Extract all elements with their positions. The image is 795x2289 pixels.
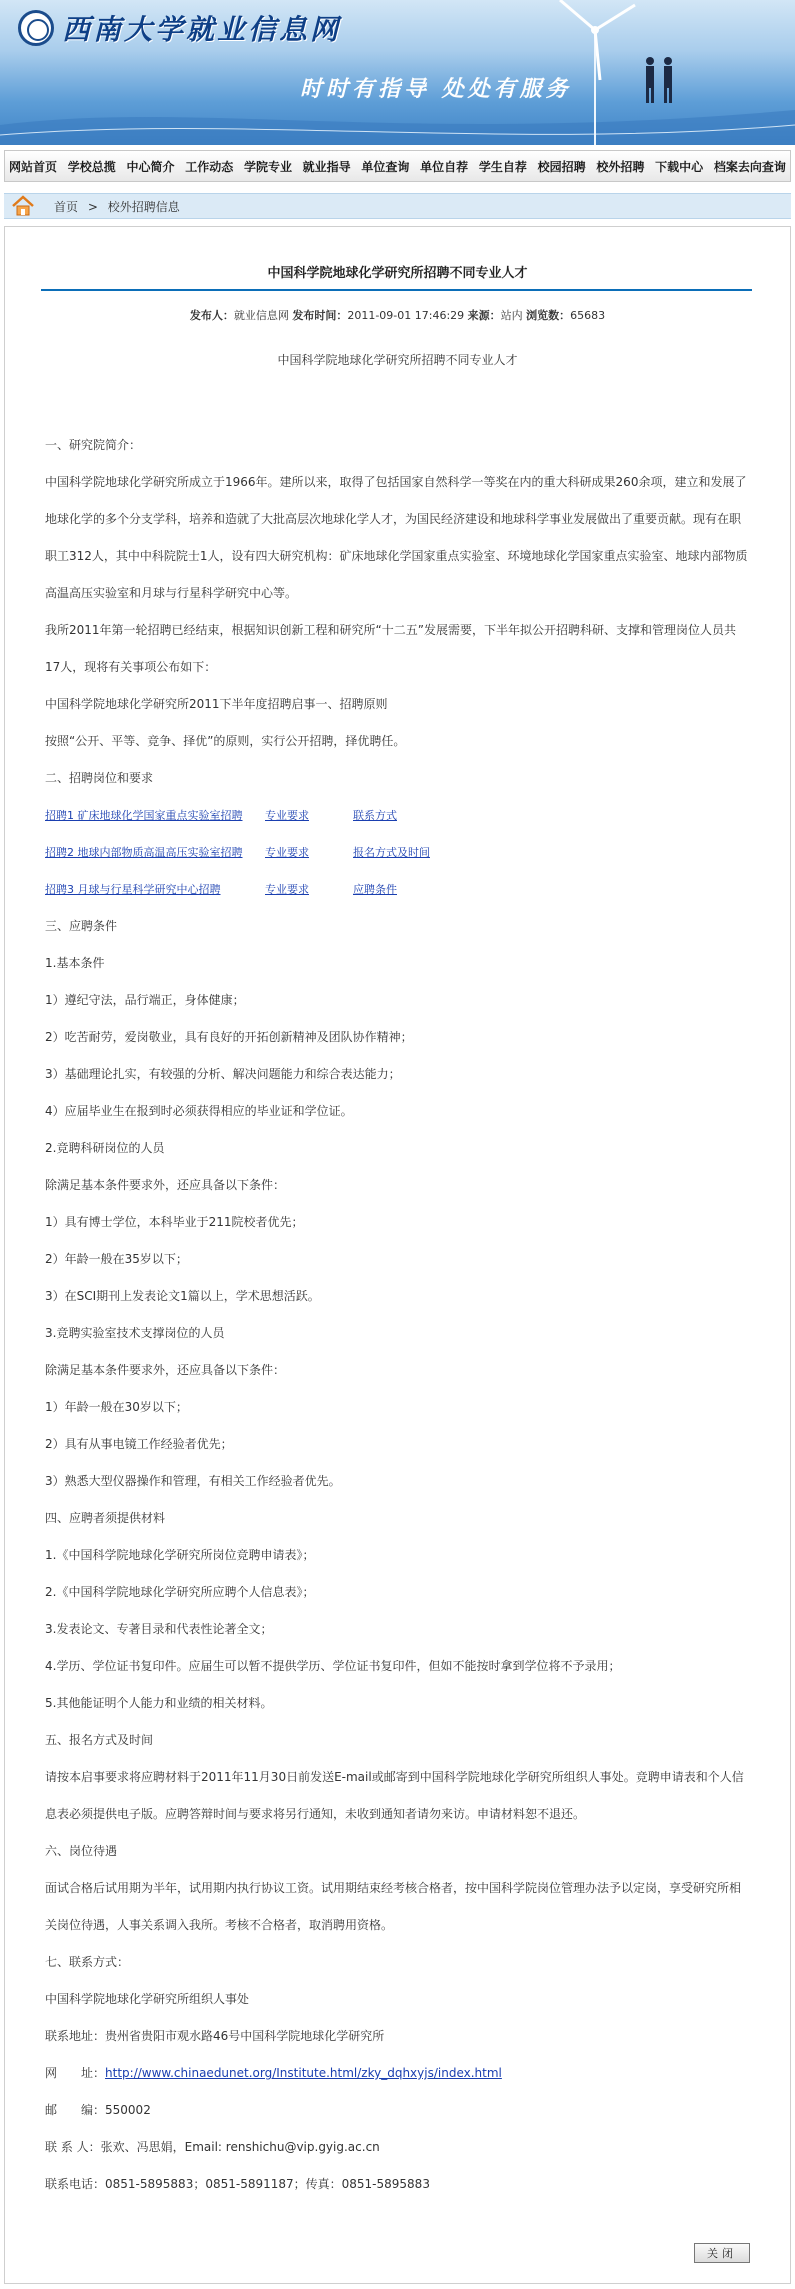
- subsection-heading: 3.竞聘实验室技术支撑岗位的人员: [45, 1326, 225, 1340]
- job-requirements-link[interactable]: 专业要求: [265, 846, 309, 859]
- article-container: [4, 226, 791, 2284]
- contact-label: 联 系 人：: [45, 2140, 101, 2154]
- job-extra-link[interactable]: 联系方式: [353, 809, 397, 822]
- article-meta: [5, 307, 790, 323]
- meta-source: 站内: [500, 309, 523, 322]
- nav-item-school-overview[interactable]: 学校总揽: [67, 159, 116, 174]
- phone-value: 0851-5895883；0851-5891187；传真：0851-5895883: [105, 2177, 430, 2191]
- job-requirements-link[interactable]: 专业要求: [265, 809, 309, 822]
- paragraph: 按照“公开、平等、竞争、择优”的原则，实行公开招聘，择优聘任。: [45, 734, 406, 748]
- website-label: 网 址：: [45, 2066, 106, 2080]
- section-heading: 三、应聘条件: [45, 919, 118, 933]
- list-item: 3）在SCI期刊上发表论文1篇以上，学术思想活跃。: [45, 1289, 320, 1303]
- nav-item-work-news[interactable]: 工作动态: [185, 159, 234, 174]
- meta-views: 65683: [570, 309, 606, 322]
- list-item: 1）遵纪守法，品行端正，身体健康；: [45, 993, 245, 1007]
- section-heading: 四、应聘者须提供材料: [45, 1511, 166, 1525]
- site-title[interactable]: 西南大学就业信息网: [62, 13, 342, 46]
- meta-source-label: 来源：: [467, 309, 501, 322]
- contact-phone: [45, 2166, 750, 2203]
- nav-item-downloads[interactable]: 下载中心: [655, 159, 704, 174]
- contact-website: [45, 2055, 750, 2092]
- list-item: 2）具有从事电镜工作经验者优先；: [45, 1437, 233, 1451]
- paragraph: 中国科学院地球化学研究所成立于1966年。建所以来，取得了包括国家自然科学一等奖在内的重大科研成果260余项，建立和发展了地球化学的多个分支学科，培养和造就了大批高层次地球化学人才，为国民经济建设和地球科学事业发展做出了重要贡献。现有在职职工312人，其中中科院院士1人，设有四大研究机构：矿床地球化学国家重点实验室、环境地球化学国家重点实验室、地球内部物质高温高压实验室和月球与行星科学研究中心等。: [45, 475, 748, 600]
- list-item: 2）年龄一般在35岁以下；: [45, 1252, 188, 1266]
- paragraph: 除满足基本条件要求外，还应具备以下条件：: [45, 1178, 286, 1192]
- site-slogan: 时时有指导 处处有服务: [300, 76, 572, 102]
- phone-label: 联系电话：: [45, 2177, 106, 2191]
- contact-org: 中国科学院地球化学研究所组织人事处: [45, 1992, 250, 2006]
- nav-item-center-intro[interactable]: 中心简介: [126, 159, 175, 174]
- section-heading: 二、招聘岗位和要求: [45, 771, 154, 785]
- list-item: 1）具有博士学位，本科毕业于211院校者优先；: [45, 1215, 304, 1229]
- subsection-heading: 2.竞聘科研岗位的人员: [45, 1141, 165, 1155]
- subsection-heading: 1.基本条件: [45, 956, 105, 970]
- nav-item-college-majors[interactable]: 学院专业: [243, 159, 292, 174]
- zip-label: 邮 编：: [45, 2103, 106, 2117]
- paragraph: 请按本启事要求将应聘材料于2011年11月30日前发送E-mail或邮寄到中国科学院地球化学研究所组织人事处。竞聘申请表和个人信息表必须提供电子版。应聘答辩时间与要求将另行通知，未收到通知者请勿来访。申请材料恕不退还。: [45, 1770, 744, 1821]
- list-item: 2）吃苦耐劳，爱岗敬业，具有良好的开拓创新精神及团队协作精神；: [45, 1030, 413, 1044]
- list-item: 5.其他能证明个人能力和业绩的相关材料。: [45, 1696, 273, 1710]
- job-requirements-link[interactable]: 专业要求: [265, 883, 309, 896]
- paragraph: 中国科学院地球化学研究所2011下半年度招聘启事一、招聘原则: [45, 697, 388, 711]
- breadcrumb-separator: >: [87, 199, 98, 214]
- list-item: 1）年龄一般在30岁以下；: [45, 1400, 188, 1414]
- job-link-row: [45, 834, 750, 871]
- contact-person: [45, 2129, 750, 2166]
- list-item: 4）应届毕业生在报到时必须获得相应的毕业证和学位证。: [45, 1104, 353, 1118]
- section-heading: 六、岗位待遇: [45, 1844, 118, 1858]
- nav-item-offcampus-recruit[interactable]: 校外招聘: [596, 159, 645, 174]
- section-heading: 五、报名方式及时间: [45, 1733, 154, 1747]
- business-people-icon: [640, 55, 680, 105]
- home-icon[interactable]: [10, 195, 36, 217]
- job-link-row: [45, 871, 750, 908]
- meta-views-label: 浏览数：: [526, 309, 571, 322]
- nav-item-home[interactable]: 网站首页: [9, 159, 58, 174]
- contact-value: 张欢、冯思娟，Email: renshichu@vip.gyig.ac.cn: [100, 2140, 380, 2154]
- paragraph: 面试合格后试用期为半年，试用期内执行协议工资。试用期结束经考核合格者，按中国科学院岗位管理办法予以定岗，享受研究所相关岗位待遇，人事关系调入我所。考核不合格者，取消聘用资格。: [45, 1881, 742, 1932]
- contact-zip: [45, 2092, 750, 2129]
- list-item: 1.《中国科学院地球化学研究所岗位竞聘申请表》；: [45, 1548, 315, 1562]
- paragraph: 我所2011年第一轮招聘已经结束，根据知识创新工程和研究所“十二五”发展需要，下半年拟公开招聘科研、支撑和管理岗位人员共17人，现将有关事项公布如下：: [45, 623, 736, 674]
- close-button[interactable]: 关闭: [694, 2243, 750, 2263]
- breadcrumb: [4, 193, 791, 219]
- job-link[interactable]: 招聘1 矿床地球化学国家重点实验室招聘: [45, 809, 243, 822]
- article-body: [45, 427, 750, 2203]
- nav-item-employer-search[interactable]: 单位查询: [361, 159, 410, 174]
- article-subtitle: 中国科学院地球化学研究所招聘不同专业人才: [277, 353, 518, 367]
- list-item: 2.《中国科学院地球化学研究所应聘个人信息表》；: [45, 1585, 315, 1599]
- breadcrumb-current: 校外招聘信息: [107, 199, 180, 214]
- main-nav: [4, 150, 791, 182]
- nav-item-student-recommend[interactable]: 学生自荐: [478, 159, 527, 174]
- nav-item-archive-query[interactable]: 档案去向查询: [713, 159, 786, 174]
- address-label: 联系地址：: [45, 2029, 106, 2043]
- list-item: 3.发表论文、专著目录和代表性论著全文；: [45, 1622, 273, 1636]
- university-seal-logo[interactable]: [18, 10, 54, 46]
- job-link[interactable]: 招聘2 地球内部物质高温高压实验室招聘: [45, 846, 243, 859]
- contact-address: [45, 2018, 750, 2055]
- address-value: 贵州省贵阳市观水路46号中国科学院地球化学研究所: [105, 2029, 385, 2043]
- zip-value: 550002: [105, 2103, 151, 2117]
- meta-time-label: 发布时间：: [292, 309, 348, 322]
- paragraph: 除满足基本条件要求外，还应具备以下条件：: [45, 1363, 286, 1377]
- nav-item-career-guidance[interactable]: 就业指导: [302, 159, 351, 174]
- header-banner: [0, 0, 795, 145]
- job-extra-link[interactable]: 应聘条件: [353, 883, 397, 896]
- section-heading: 一、研究院简介：: [45, 438, 142, 452]
- job-link-row: [45, 797, 750, 834]
- job-extra-link[interactable]: 报名方式及时间: [353, 846, 430, 859]
- meta-time: 2011-09-01 17:46:29: [347, 309, 465, 322]
- list-item: 3）熟悉大型仪器操作和管理，有相关工作经验者优先。: [45, 1474, 341, 1488]
- breadcrumb-home-link[interactable]: 首页: [54, 199, 79, 214]
- article-title: 中国科学院地球化学研究所招聘不同专业人才: [267, 266, 528, 281]
- nav-item-employer-recommend[interactable]: 单位自荐: [420, 159, 469, 174]
- section-heading: 七、联系方式：: [45, 1955, 130, 1969]
- job-link[interactable]: 招聘3 月球与行星科学研究中心招聘: [45, 883, 221, 896]
- meta-publisher: 就业信息网: [233, 309, 289, 322]
- list-item: 3）基础理论扎实，有较强的分析、解决问题能力和综合表达能力；: [45, 1067, 401, 1081]
- website-link[interactable]: http://www.chinaedunet.org/Institute.html/zky_dqhxyjs/index.html: [105, 2066, 502, 2080]
- title-divider: [41, 289, 752, 291]
- list-item: 4.学历、学位证书复印件。应届生可以暂不提供学历、学位证书复印件，但如不能按时拿到学位将不予录用；: [45, 1659, 621, 1673]
- meta-publisher-label: 发布人：: [189, 309, 234, 322]
- nav-item-campus-recruit[interactable]: 校园招聘: [537, 159, 586, 174]
